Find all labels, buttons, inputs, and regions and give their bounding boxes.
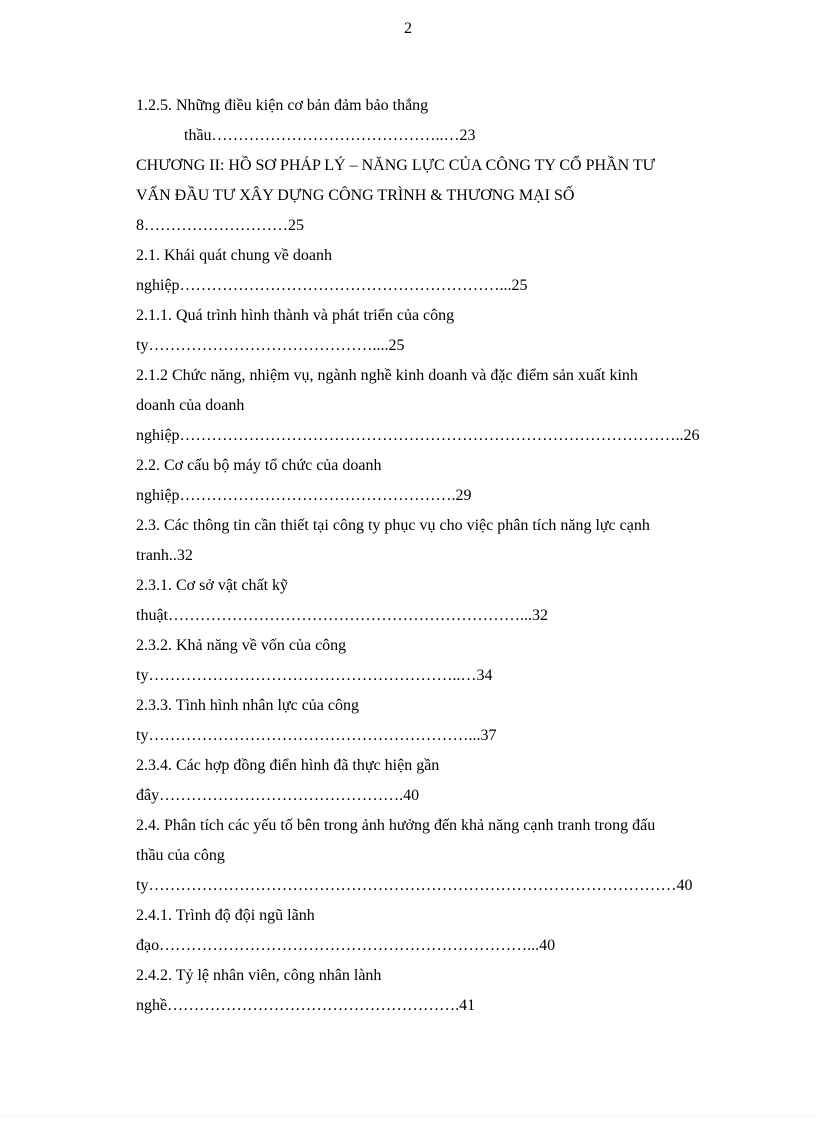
toc-line: 2.1. Khái quát chung về doanh [136,247,332,264]
page-number: 2 [404,20,412,37]
toc-line: VẤN ĐẦU TƯ XÂY DỰNG CÔNG TRÌNH & THƯƠNG MẠI SỐ [136,187,575,204]
toc-line: 2.3.1. Cơ sở vật chất kỹ [136,577,289,594]
toc-line: 1.2.5. Những điều kiện cơ bản đảm bảo thắng [136,97,429,114]
table-of-contents [136,91,736,1021]
toc-line: 2.2. Cơ cấu bộ máy tổ chức của doanh [136,457,382,474]
toc-line: nghiệp……………………………………………………...25 [136,277,528,294]
toc-line: 2.4. Phân tích các yếu tố bên trong ảnh hưởng đến khả năng cạnh tranh trong đấu [136,817,656,834]
toc-line: tranh..32 [136,547,193,564]
toc-line: nghiệp…………………………………………………………………………………..26 [136,427,700,444]
toc-line: 2.4.1. Trình độ đội ngũ lãnh [136,907,315,924]
toc-line: 2.4.2. Tỷ lệ nhân viên, công nhân lành [136,967,382,984]
toc-line: CHƯƠNG II: HỒ SƠ PHÁP LÝ – NĂNG LỰC CỦA CÔNG TY CỔ PHẦN TƯ [136,157,656,174]
toc-line: 2.3.4. Các hợp đồng điển hình đã thực hiện gần [136,757,440,774]
toc-line: đây……………………………………….40 [136,787,420,804]
toc-line: ty…………………………………………………..…34 [136,667,493,684]
toc-line: 2.3.3. Tình hình nhân lực của công [136,697,359,714]
toc-line: ty……………………………………....25 [136,337,405,354]
toc-line: ty……………………………………………………...37 [136,727,497,744]
toc-line: nghề……………………………………………….41 [136,997,476,1014]
toc-line: doanh của doanh [136,397,245,414]
toc-line: 2.3.2. Khả năng về vốn của công [136,637,347,654]
toc-line: 2.1.1. Quá trình hình thành và phát triển của công [136,307,455,324]
toc-line: thầu của công [136,847,225,864]
toc-line: 2.3. Các thông tin cần thiết tại công ty phục vụ cho việc phân tích năng lực cạnh [136,517,650,534]
toc-line: 8………………………25 [136,217,304,234]
toc-line: thuật…………………………………………………………...32 [136,607,548,624]
page-bottom-divider [0,1116,816,1117]
toc-line: nghiệp…………………………………………….29 [136,487,472,504]
toc-line: đạo……………………………………………………………...40 [136,937,556,954]
toc-line: 2.1.2 Chức năng, nhiệm vụ, ngành nghề kinh doanh và đặc điểm sản xuất kinh [136,367,638,384]
toc-line: ty………………………………………………………………………………………40 [136,877,693,894]
toc-line: thầu……………………………………..…23 [184,127,476,144]
